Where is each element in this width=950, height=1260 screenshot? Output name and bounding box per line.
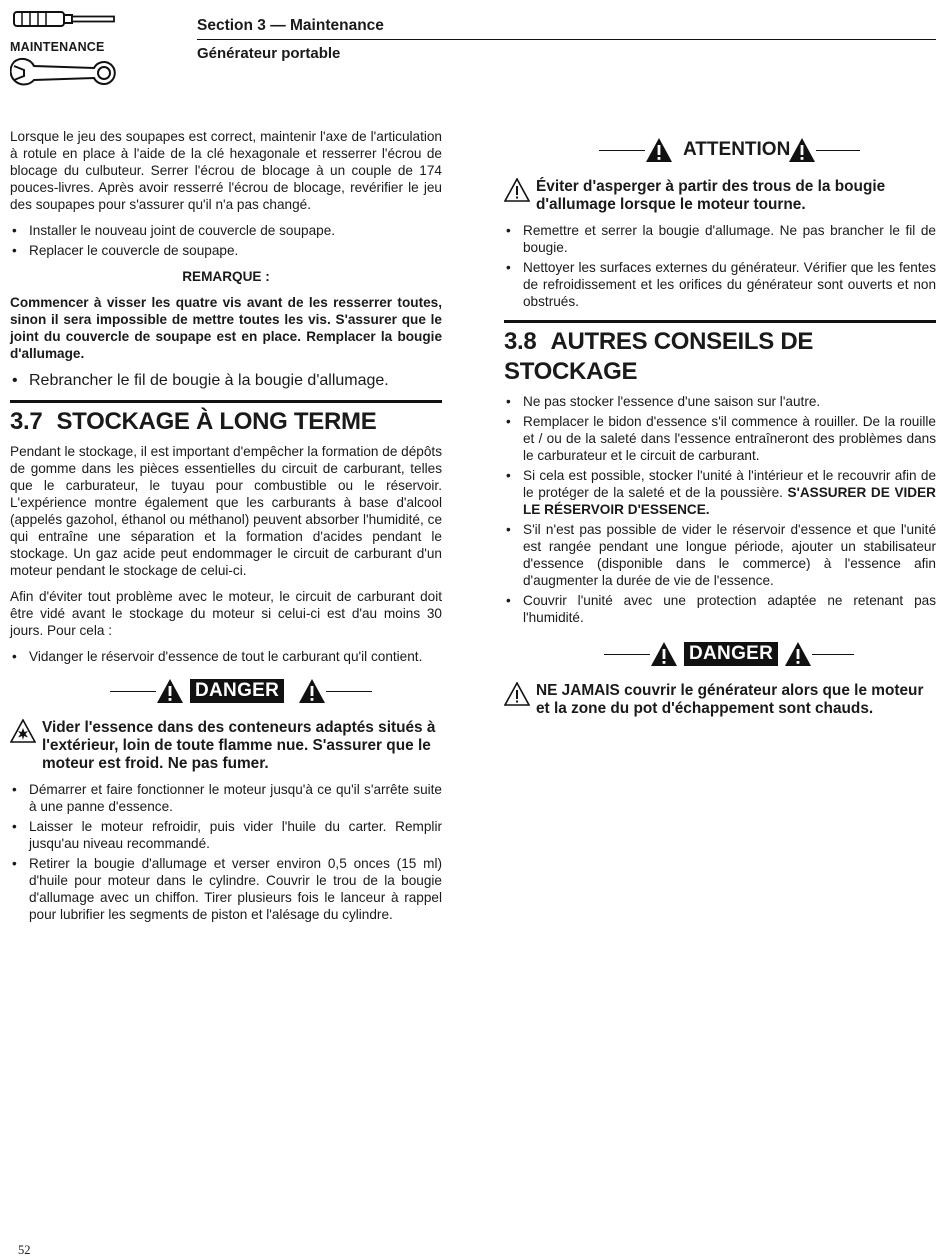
list-item-emphasis: S'ASSURER DE VIDER LE RÉSERVOIR D'ESSENCE.	[523, 485, 936, 517]
explosion-hazard-icon	[10, 719, 36, 743]
paragraph: Afin d'éviter tout problème avec le moteur, le circuit de carburant doit être vidé avant le stockage du moteur si celui-ci est d'au moins 30 jours. Pour cela :	[10, 589, 442, 638]
list-item: • Ne pas stocker l'essence d'une saison sur l'autre.	[504, 393, 936, 410]
header-rule	[197, 39, 936, 40]
section-title-3-8	[504, 327, 936, 387]
list-item-text: Si cela est possible, stocker l'unité à l'intérieur et le recouvrir afin de le protéger de la saleté et de la poussière.	[523, 468, 936, 500]
list-item: • Rebrancher le fil de bougie à la bougie d'allumage.	[10, 371, 442, 391]
warning-triangle-icon	[156, 678, 184, 704]
danger-label: DANGER	[684, 642, 778, 666]
left-column	[10, 128, 442, 932]
paragraph: Pendant le stockage, il est important d'empêcher la formation de dépôts de gomme dans les pièces essentielles du circuit de carburant, telles que le carburateur, le tuyau pour combustible ou le réservoir. L'expérience montre également que les carburants à base d'alcool (appelés gazohol, éthanol ou méthanol) peuvent absorber l'humidité, ce qui entraîne une séparation et la formation d'acides pendant le stockage. Un gaz acide peut endommager le circuit de carburant d'un moteur pendant le stockage de celui-ci.	[10, 444, 442, 578]
danger-label: DANGER	[190, 679, 284, 703]
list-item: • Installer le nouveau joint de couvercle de soupape.	[10, 222, 442, 239]
right-column	[504, 136, 936, 726]
danger-warning	[10, 719, 442, 773]
section-number: 3.8	[504, 328, 537, 355]
list-item: • Replacer le couvercle de soupape.	[10, 242, 442, 259]
danger-warning-text: Vider l'essence dans des conteneurs adaptés situés à l'extérieur, loin de toute flamme nue. S'assurer que le moteur est froid. Ne pas fumer.	[42, 719, 436, 772]
bullet-list	[10, 371, 442, 391]
note-title: REMARQUE :	[182, 269, 270, 284]
section-rule	[504, 320, 936, 323]
caution-triangle-icon	[504, 178, 530, 202]
bullet-list	[10, 781, 442, 923]
bullet-list	[504, 393, 936, 626]
list-item: • Remplacer le bidon d'essence s'il commence à rouiller. De la rouille et / ou de la saleté dans l'essence entraîneront des problèmes dans le carburateur et le circuit de carburant.	[504, 413, 936, 464]
bullet-list	[504, 222, 936, 310]
intro-paragraph: Lorsque le jeu des soupapes est correct, maintenir l'axe de l'articulation à rotule en place à l'aide de la clé hexagonale et resserrer l'écrou de blocage du culbuteur. Serrer l'écrou de blocage à un couple de 174 pouces-livres. Après avoir resserré l'écrou de blocage, revérifier le jeu des soupapes pour s'assurer qu'il n'a pas changé.	[10, 129, 442, 212]
wrench-icon	[10, 56, 118, 90]
warning-triangle-icon	[298, 678, 326, 704]
section-header: Section 3 — Maintenance	[197, 17, 384, 34]
attention-signal	[504, 136, 936, 166]
list-item	[504, 467, 936, 518]
danger-signal	[10, 677, 442, 707]
danger-warning-text: NE JAMAIS couvrir le générateur alors que le moteur et la zone du pot d'échappement sont chauds.	[536, 682, 924, 717]
section-title-text: STOCKAGE À LONG TERME	[56, 408, 377, 435]
attention-label: ATTENTION	[683, 139, 791, 160]
warning-triangle-icon	[788, 137, 816, 163]
list-item: • Laisser le moteur refroidir, puis vider l'huile du carter. Remplir jusqu'au niveau recommandé.	[10, 818, 442, 852]
section-rule	[10, 400, 442, 403]
signal-line	[812, 654, 854, 655]
list-item: • Remettre et serrer la bougie d'allumage. Ne pas brancher le fil de bougie.	[504, 222, 936, 256]
list-item: • Couvrir l'unité avec une protection adaptée ne retenant pas l'humidité.	[504, 592, 936, 626]
section-number: 3.7	[10, 408, 43, 435]
attention-warning-text: Éviter d'asperger à partir des trous de la bougie d'allumage lorsque le moteur tourne.	[536, 178, 886, 213]
list-item: • Vidanger le réservoir d'essence de tout le carburant qu'il contient.	[10, 648, 442, 665]
attention-warning	[504, 178, 936, 214]
caution-triangle-icon	[504, 682, 530, 706]
header-subtitle: Générateur portable	[197, 45, 341, 62]
warning-triangle-icon	[784, 641, 812, 667]
signal-line	[599, 150, 645, 151]
section-title-3-7	[10, 407, 442, 437]
signal-line	[816, 150, 860, 151]
list-item: • Retirer la bougie d'allumage et verser environ 0,5 onces (15 ml) d'huile pour moteur dans le cylindre. Couvrir le trou de la bougie d'allumage avec un chiffon. Tirer plusieurs fois le lanceur à rappel pour lubrifier les segments de piston et l'alésage du cylindre.	[10, 855, 442, 923]
warning-triangle-icon	[645, 137, 673, 163]
list-item: • Nettoyer les surfaces externes du générateur. Vérifier que les fentes de refroidissement et les orifices du générateur sont ouverts et non obstrués.	[504, 259, 936, 310]
section-title-text: AUTRES CONSEILS DE STOCKAGE	[504, 328, 814, 385]
list-item: • S'il n'est pas possible de vider le réservoir d'essence et que l'unité est rangée pendant une longue période, ajouter un stabilisateur d'essence (disponible dans le commerce) à l'essence afin d'augmenter la durée de vie de l'essence.	[504, 521, 936, 589]
screwdriver-icon	[10, 8, 118, 32]
bullet-list	[10, 222, 442, 259]
danger-warning	[504, 682, 936, 718]
maintenance-label: MAINTENANCE	[10, 40, 105, 54]
list-item: • Démarrer et faire fonctionner le moteur jusqu'à ce qu'il s'arrête suite à une panne d'essence.	[10, 781, 442, 815]
warning-triangle-icon	[650, 641, 678, 667]
signal-line	[110, 691, 156, 692]
danger-signal	[504, 640, 936, 670]
signal-line	[604, 654, 650, 655]
page-number: 52	[18, 1243, 31, 1257]
signal-line	[326, 691, 372, 692]
note-text: Commencer à visser les quatre vis avant de les resserrer toutes, sinon il sera impossible de mettre toutes les vis. S'assurer que le joint du couvercle de soupape est en place. Remplacer la bougie d'allumage.	[10, 295, 442, 361]
bullet-list	[10, 648, 442, 665]
